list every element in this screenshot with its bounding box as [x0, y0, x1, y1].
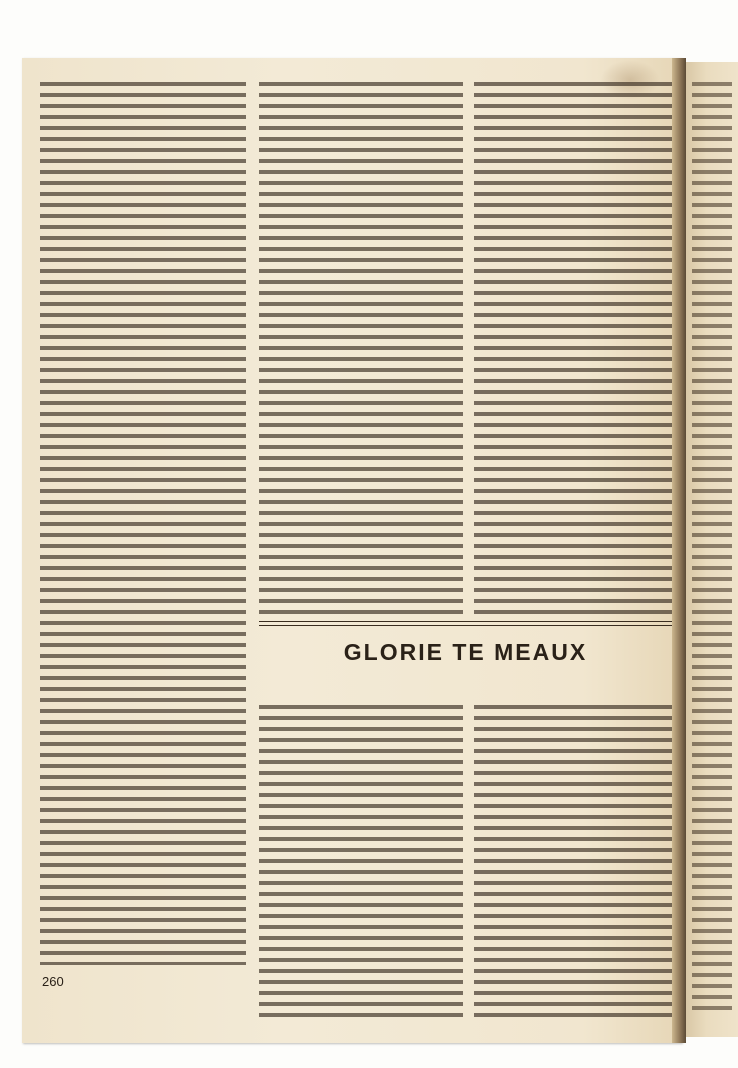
section-rule [259, 621, 672, 626]
page-number: 260 [42, 974, 64, 989]
meaux-column-2 [474, 705, 672, 1020]
headline: GLORIE TE MEAUX [343, 639, 588, 665]
book-gutter [672, 58, 686, 1043]
article-column-2 [259, 82, 463, 614]
facing-page-text-lines [692, 82, 732, 1012]
article-column-1 [40, 82, 246, 965]
facing-page-edge [686, 62, 738, 1037]
article-column-3 [474, 82, 672, 614]
meaux-column-1 [259, 705, 463, 1020]
